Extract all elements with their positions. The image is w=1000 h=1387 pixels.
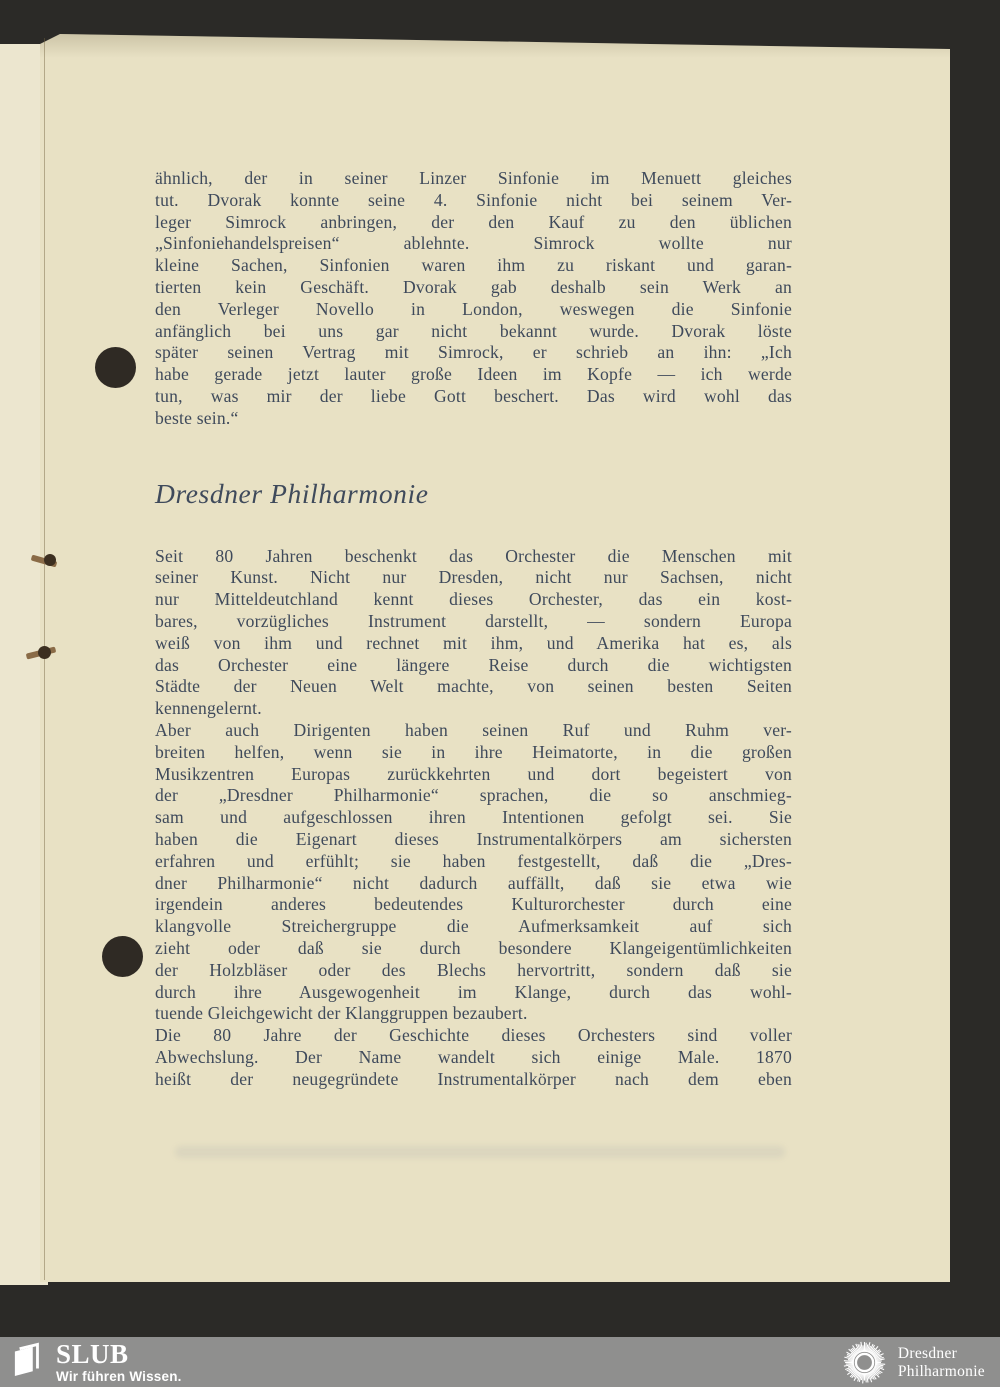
- paragraph: [155, 1025, 792, 1090]
- paragraph: [155, 720, 792, 1025]
- text-line: erfahren und erfühlt; sie haben festgestellt, daß die „Dres-: [155, 850, 792, 871]
- text-line: dner Philharmonie“ nicht dadurch auffällt, daß sie etwa wie: [155, 872, 792, 893]
- text-line: seiner Kunst. Nicht nur Dresden, nicht nur Sachsen, nicht: [155, 567, 792, 588]
- text-line: habe gerade jetzt lauter große Ideen im Kopfe — ich werde: [155, 364, 792, 385]
- slub-tagline: Wir führen Wissen.: [56, 1369, 182, 1384]
- text-line: den Verleger Novello in London, weswegen die Sinfonie: [155, 298, 792, 319]
- text-line: anfänglich bei uns gar nicht bekannt wurde. Dvorak löste: [155, 320, 792, 341]
- text-line: tuende Gleichgewicht der Klanggruppen bezaubert.: [155, 1003, 528, 1024]
- text-line: später seinen Vertrag mit Simrock, er schrieb an ihn: „Ich: [155, 342, 792, 363]
- paragraph: [155, 168, 792, 430]
- text-line: Seit 80 Jahren beschenkt das Orchester die Menschen mit: [155, 545, 792, 566]
- viewer-footer-bar: [0, 1337, 1000, 1387]
- punch-hole: [102, 936, 143, 977]
- binding-stitch: [28, 550, 60, 580]
- text-line: durch ihre Ausgewogenheit im Klange, durch das wohl-: [155, 981, 792, 1002]
- slub-wordmark: SLUB: [56, 1339, 129, 1369]
- text-line: „Sinfoniehandelspreisen“ ablehnte. Simrock wollte nur: [155, 233, 792, 254]
- text-line: bares, vorzügliches Instrument darstellt, — sondern Europa: [155, 610, 792, 631]
- text-line: heißt der neugegründete Instrumentalkörper nach dem eben: [155, 1068, 792, 1089]
- text-line: zieht oder daß sie durch besondere Klangeigentümlichkeiten: [155, 937, 792, 958]
- text-line: kennengelernt.: [155, 698, 262, 719]
- section-heading: Dresdner Philharmonie: [155, 477, 429, 509]
- page-text: [155, 168, 792, 1090]
- text-line: Musikzentren Europas zurückkehrten und dort begeistert von: [155, 763, 792, 784]
- philharmonie-wordmark-line1: Dresdner: [897, 1345, 958, 1362]
- text-line: tierten kein Geschäft. Dvorak gab deshalb sein Werk an: [155, 276, 792, 297]
- text-line: irgendein anderes bedeutendes Kulturorchester durch eine: [155, 894, 792, 915]
- slub-logo[interactable]: [13, 1340, 182, 1384]
- text-line: der „Dresdner Philharmonie“ sprachen, die so anschmieg-: [155, 785, 792, 806]
- text-line: klangvolle Streichergruppe die Aufmerksamkeit auf sich: [155, 916, 792, 937]
- punch-hole: [95, 347, 136, 388]
- text-line: kleine Sachen, Sinfonien waren ihm zu riskant und garan-: [155, 255, 792, 276]
- text-line: haben die Eigenart dieses Instrumentalkörpers am sichersten: [155, 828, 792, 849]
- text-line: das Orchester eine längere Reise durch die wichtigsten: [155, 654, 792, 675]
- sunburst-icon: [841, 1339, 888, 1386]
- binding-stitch: [24, 638, 60, 670]
- text-line: Aber auch Dirigenten haben seinen Ruf und Ruhm ver-: [155, 719, 792, 740]
- philharmonie-wordmark-line2: Philharmonie: [897, 1362, 985, 1380]
- text-line: Die 80 Jahre der Geschichte dieses Orchesters sind voller: [155, 1025, 792, 1046]
- text-line: Abwechslung. Der Name wandelt sich einige Male. 1870: [155, 1046, 792, 1067]
- text-line: weiß von ihm und rechnet mit ihm, und Amerika hat es, als: [155, 632, 792, 653]
- text-line: tun, was mir der liebe Gott beschert. Das wird wohl das: [155, 385, 792, 406]
- philharmonie-logo[interactable]: [841, 1339, 985, 1386]
- text-line: Städte der Neuen Welt machte, von seinen besten Seiten: [155, 676, 792, 697]
- text-line: beste sein.“: [155, 407, 239, 428]
- text-line: sam und aufgeschlossen ihren Intentionen gefolgt sei. Sie: [155, 807, 792, 828]
- ink-setoff-smudge: [175, 1146, 785, 1158]
- text-line: leger Simrock anbringen, der den Kauf zu den üblichen: [155, 211, 792, 232]
- text-line: der Holzbläser oder des Blechs hervortritt, sondern daß sie: [155, 959, 792, 980]
- text-line: nur Mitteldeutchland kennt dieses Orchester, das ein kost-: [155, 589, 792, 610]
- text-line: ähnlich, der in seiner Linzer Sinfonie im Menuett gleiches: [155, 168, 792, 188]
- paragraph: [155, 546, 792, 720]
- open-book-icon: [13, 1342, 45, 1378]
- text-line: breiten helfen, wenn sie in ihre Heimatorte, in die großen: [155, 741, 792, 762]
- text-line: tut. Dvorak konnte seine 4. Sinfonie nicht bei seinem Ver-: [155, 189, 792, 210]
